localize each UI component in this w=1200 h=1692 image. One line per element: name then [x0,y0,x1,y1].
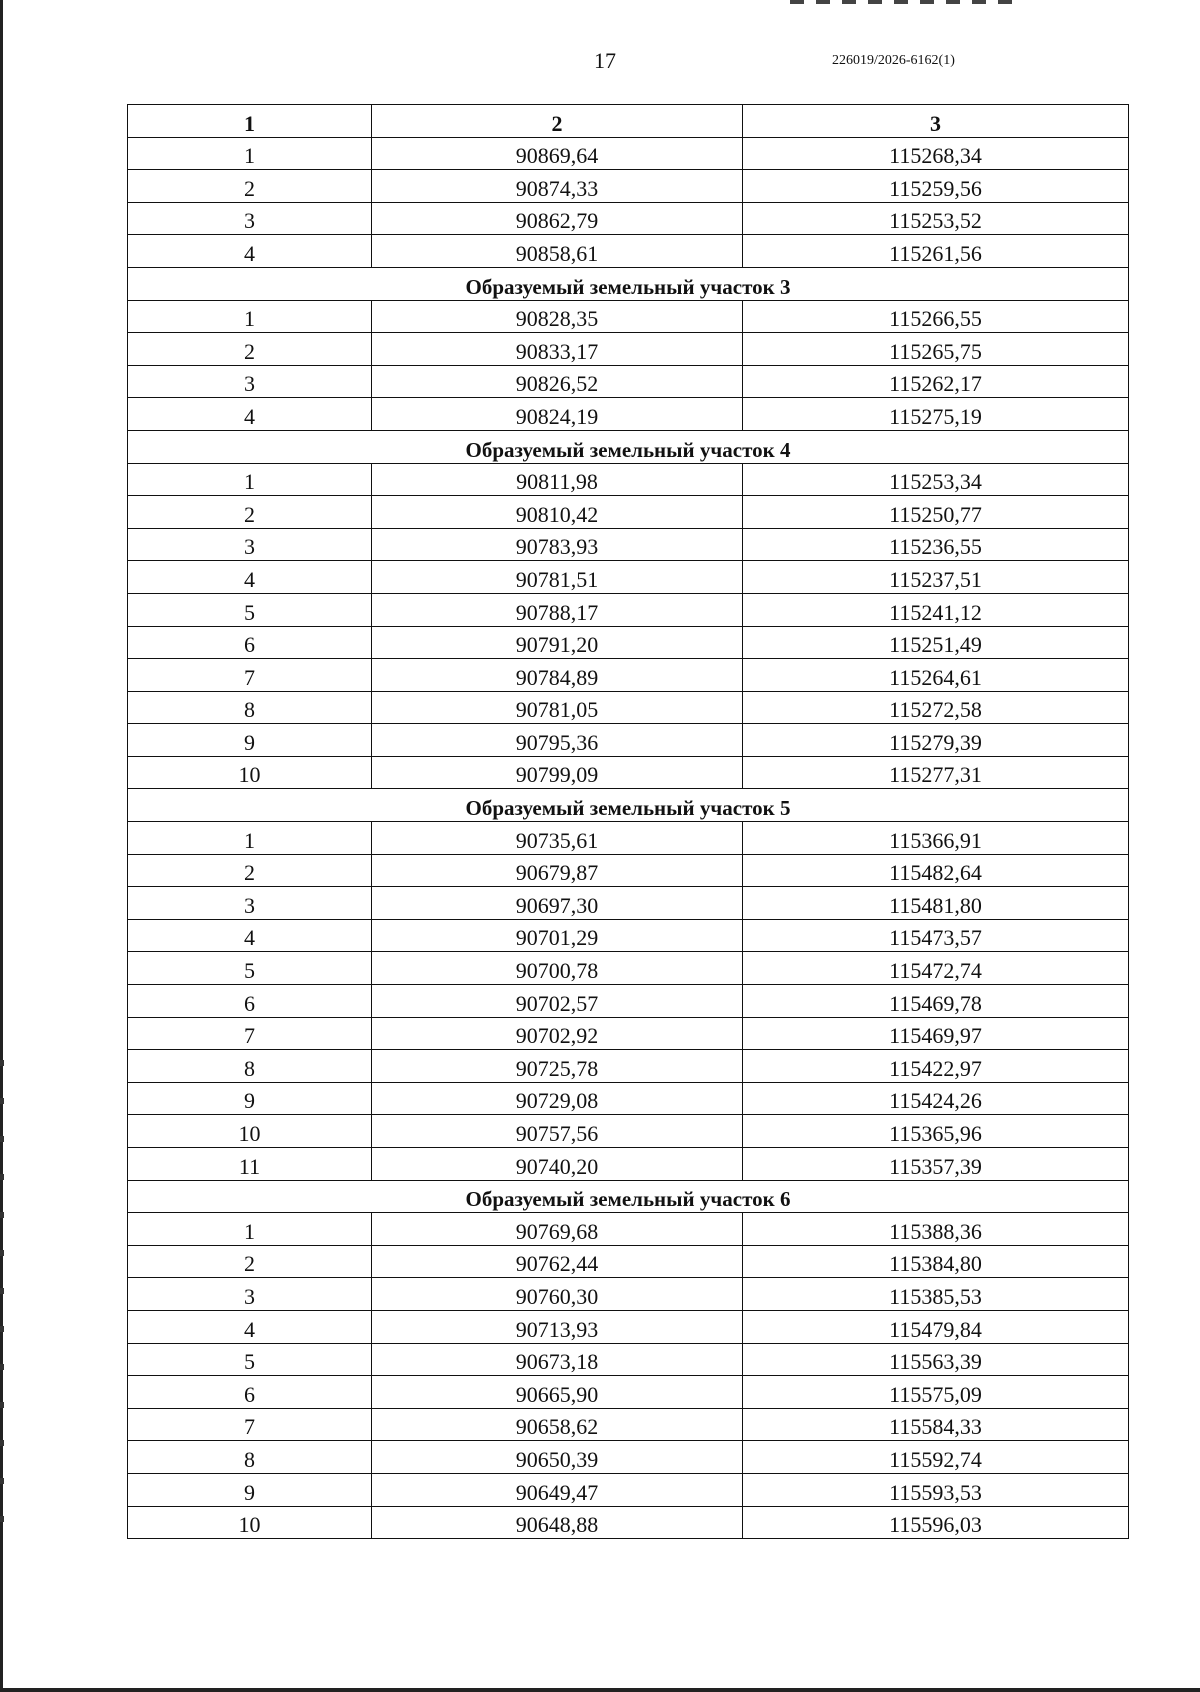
point-number-cell: 3 [128,528,372,561]
section-title-row [128,1180,1129,1213]
table-row [128,561,1129,594]
point-number-cell: 3 [128,365,372,398]
point-number-cell: 9 [128,1473,372,1506]
x-coordinate-cell: 90799,09 [372,756,743,789]
table-row [128,691,1129,724]
table-row [128,659,1129,692]
point-number-cell: 10 [128,756,372,789]
table-row [128,137,1129,170]
point-number-cell: 6 [128,626,372,659]
x-coordinate-cell: 90762,44 [372,1245,743,1278]
point-number-cell: 9 [128,724,372,757]
point-number-cell: 11 [128,1148,372,1181]
x-coordinate-cell: 90784,89 [372,659,743,692]
point-number-cell: 9 [128,1082,372,1115]
y-coordinate-cell: 115472,74 [743,952,1129,985]
x-coordinate-cell: 90702,92 [372,1017,743,1050]
point-number-cell: 1 [128,1213,372,1246]
point-number-cell: 10 [128,1506,372,1539]
table-row [128,1310,1129,1343]
table-row [128,822,1129,855]
point-number-cell: 7 [128,659,372,692]
table-row [128,952,1129,985]
section-title: Образуемый земельный участок 5 [128,789,1129,822]
coordinates-table [127,104,1129,1539]
x-coordinate-cell: 90824,19 [372,398,743,431]
x-coordinate-cell: 90701,29 [372,919,743,952]
point-number-cell: 5 [128,593,372,626]
x-coordinate-cell: 90650,39 [372,1441,743,1474]
point-number-cell: 2 [128,170,372,203]
x-coordinate-cell: 90791,20 [372,626,743,659]
y-coordinate-cell: 115388,36 [743,1213,1129,1246]
y-coordinate-cell: 115422,97 [743,1050,1129,1083]
table-row [128,1245,1129,1278]
table-row [128,724,1129,757]
point-number-cell: 4 [128,235,372,268]
point-number-cell: 3 [128,887,372,920]
point-number-cell: 2 [128,1245,372,1278]
x-coordinate-cell: 90702,57 [372,985,743,1018]
x-coordinate-cell: 90826,52 [372,365,743,398]
point-number-cell: 10 [128,1115,372,1148]
table-row [128,333,1129,366]
y-coordinate-cell: 115237,51 [743,561,1129,594]
x-coordinate-cell: 90783,93 [372,528,743,561]
point-number-cell: 7 [128,1017,372,1050]
y-coordinate-cell: 115253,52 [743,202,1129,235]
x-coordinate-cell: 90679,87 [372,854,743,887]
y-coordinate-cell: 115259,56 [743,170,1129,203]
x-coordinate-cell: 90697,30 [372,887,743,920]
table-row [128,626,1129,659]
y-coordinate-cell: 115251,49 [743,626,1129,659]
point-number-cell: 3 [128,202,372,235]
x-coordinate-cell: 90833,17 [372,333,743,366]
y-coordinate-cell: 115236,55 [743,528,1129,561]
x-coordinate-cell: 90795,36 [372,724,743,757]
x-coordinate-cell: 90828,35 [372,300,743,333]
y-coordinate-cell: 115264,61 [743,659,1129,692]
y-coordinate-cell: 115469,97 [743,1017,1129,1050]
x-coordinate-cell: 90869,64 [372,137,743,170]
x-coordinate-cell: 90757,56 [372,1115,743,1148]
table-row [128,1441,1129,1474]
y-coordinate-cell: 115277,31 [743,756,1129,789]
x-coordinate-cell: 90781,05 [372,691,743,724]
table-row [128,1115,1129,1148]
point-number-cell: 1 [128,137,372,170]
table-row [128,1050,1129,1083]
table-row [128,1148,1129,1181]
point-number-cell: 6 [128,1376,372,1409]
x-coordinate-cell: 90673,18 [372,1343,743,1376]
point-number-cell: 3 [128,1278,372,1311]
column-header: 1 [128,105,372,138]
x-coordinate-cell: 90781,51 [372,561,743,594]
table-row [128,854,1129,887]
section-title-row [128,789,1129,822]
x-coordinate-cell: 90700,78 [372,952,743,985]
y-coordinate-cell: 115575,09 [743,1376,1129,1409]
point-number-cell: 2 [128,496,372,529]
x-coordinate-cell: 90725,78 [372,1050,743,1083]
point-number-cell: 2 [128,333,372,366]
y-coordinate-cell: 115385,53 [743,1278,1129,1311]
point-number-cell: 1 [128,300,372,333]
y-coordinate-cell: 115473,57 [743,919,1129,952]
y-coordinate-cell: 115384,80 [743,1245,1129,1278]
table-row [128,985,1129,1018]
y-coordinate-cell: 115481,80 [743,887,1129,920]
x-coordinate-cell: 90788,17 [372,593,743,626]
y-coordinate-cell: 115593,53 [743,1473,1129,1506]
y-coordinate-cell: 115424,26 [743,1082,1129,1115]
table-row [128,887,1129,920]
y-coordinate-cell: 115469,78 [743,985,1129,1018]
point-number-cell: 5 [128,1343,372,1376]
y-coordinate-cell: 115584,33 [743,1408,1129,1441]
x-coordinate-cell: 90858,61 [372,235,743,268]
table-row [128,919,1129,952]
y-coordinate-cell: 115266,55 [743,300,1129,333]
scan-top-mark [790,0,1020,4]
table-row [128,1376,1129,1409]
y-coordinate-cell: 115596,03 [743,1506,1129,1539]
table-row [128,463,1129,496]
y-coordinate-cell: 115482,64 [743,854,1129,887]
point-number-cell: 8 [128,1050,372,1083]
y-coordinate-cell: 115563,39 [743,1343,1129,1376]
y-coordinate-cell: 115479,84 [743,1310,1129,1343]
point-number-cell: 5 [128,952,372,985]
table-header-row [128,105,1129,138]
table-row [128,300,1129,333]
table-row [128,1473,1129,1506]
x-coordinate-cell: 90649,47 [372,1473,743,1506]
table-row [128,170,1129,203]
table-row [128,235,1129,268]
section-title-row [128,430,1129,463]
table-row [128,1082,1129,1115]
table-row [128,398,1129,431]
document-id: 226019/2026-6162(1) [832,53,955,68]
x-coordinate-cell: 90811,98 [372,463,743,496]
point-number-cell: 4 [128,398,372,431]
x-coordinate-cell: 90874,33 [372,170,743,203]
section-title: Образуемый земельный участок 6 [128,1180,1129,1213]
x-coordinate-cell: 90665,90 [372,1376,743,1409]
table-row [128,365,1129,398]
table-row [128,593,1129,626]
point-number-cell: 7 [128,1408,372,1441]
table-row [128,1017,1129,1050]
table-row [128,496,1129,529]
x-coordinate-cell: 90735,61 [372,822,743,855]
table-row [128,202,1129,235]
y-coordinate-cell: 115262,17 [743,365,1129,398]
table-row [128,1278,1129,1311]
y-coordinate-cell: 115241,12 [743,593,1129,626]
x-coordinate-cell: 90713,93 [372,1310,743,1343]
point-number-cell: 4 [128,919,372,952]
section-title: Образуемый земельный участок 3 [128,267,1129,300]
table-row [128,528,1129,561]
table-row [128,1213,1129,1246]
point-number-cell: 1 [128,463,372,496]
x-coordinate-cell: 90729,08 [372,1082,743,1115]
y-coordinate-cell: 115261,56 [743,235,1129,268]
x-coordinate-cell: 90648,88 [372,1506,743,1539]
scan-binding-marks [0,1060,4,1540]
y-coordinate-cell: 115366,91 [743,822,1129,855]
table-row [128,756,1129,789]
point-number-cell: 8 [128,691,372,724]
point-number-cell: 1 [128,822,372,855]
x-coordinate-cell: 90769,68 [372,1213,743,1246]
y-coordinate-cell: 115365,96 [743,1115,1129,1148]
y-coordinate-cell: 115253,34 [743,463,1129,496]
y-coordinate-cell: 115279,39 [743,724,1129,757]
table-row [128,1408,1129,1441]
y-coordinate-cell: 115268,34 [743,137,1129,170]
x-coordinate-cell: 90658,62 [372,1408,743,1441]
y-coordinate-cell: 115275,19 [743,398,1129,431]
point-number-cell: 4 [128,561,372,594]
section-title-row [128,267,1129,300]
y-coordinate-cell: 115357,39 [743,1148,1129,1181]
point-number-cell: 4 [128,1310,372,1343]
y-coordinate-cell: 115592,74 [743,1441,1129,1474]
scan-edge-bottom [0,1688,1200,1692]
section-title: Образуемый земельный участок 4 [128,430,1129,463]
x-coordinate-cell: 90862,79 [372,202,743,235]
y-coordinate-cell: 115265,75 [743,333,1129,366]
page-number: 17 [594,48,616,73]
x-coordinate-cell: 90810,42 [372,496,743,529]
point-number-cell: 8 [128,1441,372,1474]
y-coordinate-cell: 115272,58 [743,691,1129,724]
column-header: 3 [743,105,1129,138]
point-number-cell: 2 [128,854,372,887]
table-row [128,1343,1129,1376]
x-coordinate-cell: 90760,30 [372,1278,743,1311]
table-row [128,1506,1129,1539]
coordinates-table-body [128,105,1129,1539]
column-header: 2 [372,105,743,138]
x-coordinate-cell: 90740,20 [372,1148,743,1181]
y-coordinate-cell: 115250,77 [743,496,1129,529]
point-number-cell: 6 [128,985,372,1018]
